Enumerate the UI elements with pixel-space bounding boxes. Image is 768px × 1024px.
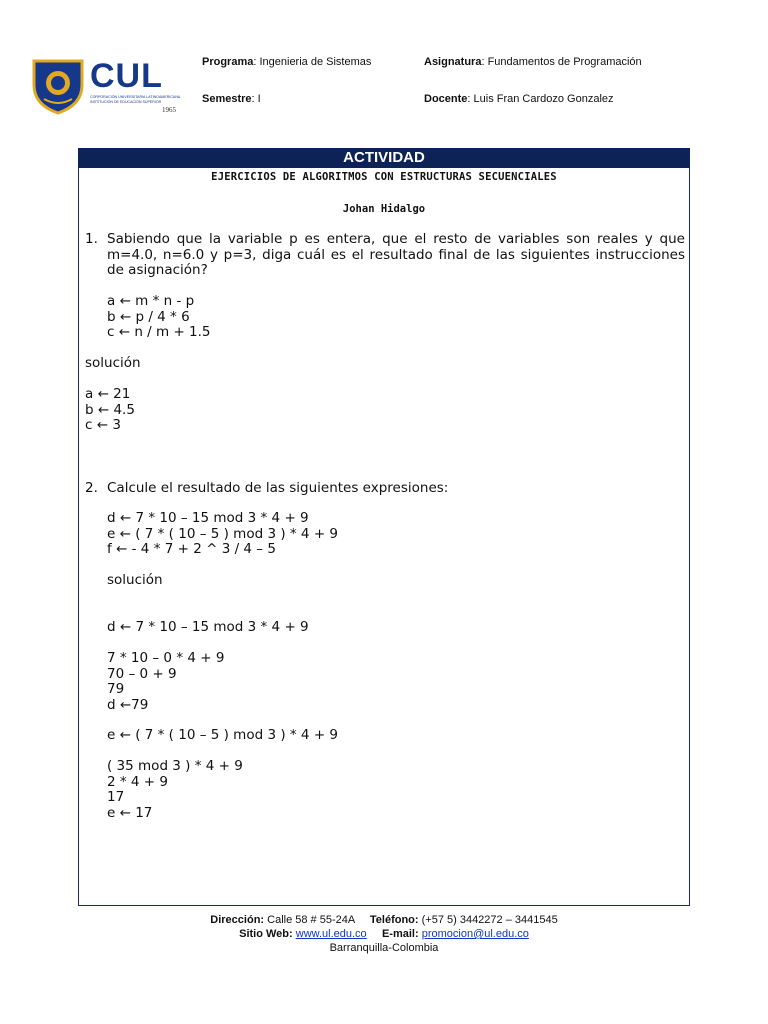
q1-code-block	[107, 294, 211, 341]
q2-e-steps	[107, 759, 243, 821]
question-2	[85, 481, 448, 497]
asignatura-value: : Fundamentos de Programación	[481, 56, 642, 68]
q1-answer-line: c ← 3	[85, 417, 121, 433]
question-2-text: Calcule el resultado de las siguientes expresiones:	[107, 480, 449, 496]
q1-code-line: c ← n / m + 1.5	[107, 324, 211, 340]
question-1-text: Sabiendo que la variable p es entera, que el resto de variables son reales y que m=4.0, n=6.0 y p=3, diga cuál es el resultado final de las siguientes instrucciones de asignación?	[107, 231, 685, 278]
q2-d-steps	[107, 651, 224, 713]
q2-code-line: f ← - 4 * 7 + 2 ^ 3 / 4 – 5	[107, 541, 276, 557]
asignatura-field	[424, 56, 642, 68]
q1-code-line: a ← m * n - p	[107, 293, 195, 309]
asignatura-label: Asignatura	[424, 56, 482, 68]
programa-field	[202, 56, 371, 68]
q1-solution-label: solución	[85, 355, 141, 371]
docente-field	[424, 93, 614, 105]
q2-d-step: 79	[107, 681, 125, 697]
logo-subtitle-2: INSTITUCIÓN DE EDUCACIÓN SUPERIOR	[90, 100, 162, 104]
q2-solution-label: solución	[107, 572, 163, 588]
q2-e-step: e ← 17	[107, 804, 153, 821]
footer-city: Barranquilla-Colombia	[329, 942, 439, 954]
logo-text: CUL	[90, 57, 163, 95]
activity-band-title: ACTIVIDAD	[78, 148, 690, 168]
q2-code-line: e ← ( 7 * ( 10 – 5 ) mod 3 ) * 4 + 9	[107, 525, 339, 542]
footer-address-line	[0, 914, 768, 926]
footer-direccion-value: Calle 58 # 55-24A	[264, 914, 355, 926]
programa-label: Programa	[202, 56, 254, 68]
semestre-field	[202, 93, 261, 105]
logo-year: 1965	[162, 106, 176, 114]
footer-web-line	[0, 928, 768, 940]
logo-subtitle-1: CORPORACIÓN UNIVERSITARIA LATINOAMERICANA	[90, 95, 181, 99]
q2-code-block	[107, 511, 338, 558]
docente-label: Docente	[424, 93, 468, 105]
q1-answers	[85, 387, 135, 434]
footer-web-label: Sitio Web:	[239, 928, 293, 940]
q2-d-step: d ←79	[107, 696, 149, 713]
q2-d-step: 7 * 10 – 0 * 4 + 9	[107, 650, 225, 666]
q2-e-step: 2 * 4 + 9	[107, 773, 168, 790]
semestre-label: Semestre	[202, 93, 252, 105]
q2-d-step: 70 – 0 + 9	[107, 665, 177, 682]
footer-direccion-label: Dirección:	[210, 914, 265, 926]
footer-telefono-label: Teléfono:	[369, 914, 419, 926]
question-2-number: 2.	[85, 480, 98, 496]
semestre-value: : I	[251, 93, 261, 105]
cul-logo	[30, 55, 190, 117]
activity-author: Johan Hidalgo	[342, 203, 426, 215]
footer-telefono-value: (+57 5) 3442272 – 3441545	[418, 914, 558, 926]
docente-value: : Luis Fran Cardozo Gonzalez	[467, 93, 614, 105]
programa-value: : Ingenieria de Sistemas	[253, 56, 372, 68]
question-1-number: 1.	[85, 231, 98, 247]
q2-code-line: d ← 7 * 10 – 15 mod 3 * 4 + 9	[107, 510, 309, 526]
q1-answer-line: a ← 21	[85, 386, 131, 402]
q1-answer-line: b ← 4.5	[85, 401, 135, 418]
q2-e-step: ( 35 mod 3 ) * 4 + 9	[107, 758, 243, 774]
q1-code-line: b ← p / 4 * 6	[107, 308, 190, 325]
activity-subtitle: EJERCICIOS DE ALGORITMOS CON ESTRUCTURAS SECUENCIALES	[211, 171, 557, 183]
question-1	[85, 232, 685, 279]
footer-email-link[interactable]: promocion@ul.edu.co	[421, 928, 529, 940]
q2-e-expression: e ← ( 7 * ( 10 – 5 ) mod 3 ) * 4 + 9	[107, 727, 339, 743]
footer-email-label: E-mail:	[381, 928, 419, 940]
q2-d-expression: d ← 7 * 10 – 15 mod 3 * 4 + 9	[107, 619, 309, 635]
q2-e-step: 17	[107, 789, 125, 805]
footer-web-link[interactable]: www.ul.edu.co	[295, 928, 367, 940]
